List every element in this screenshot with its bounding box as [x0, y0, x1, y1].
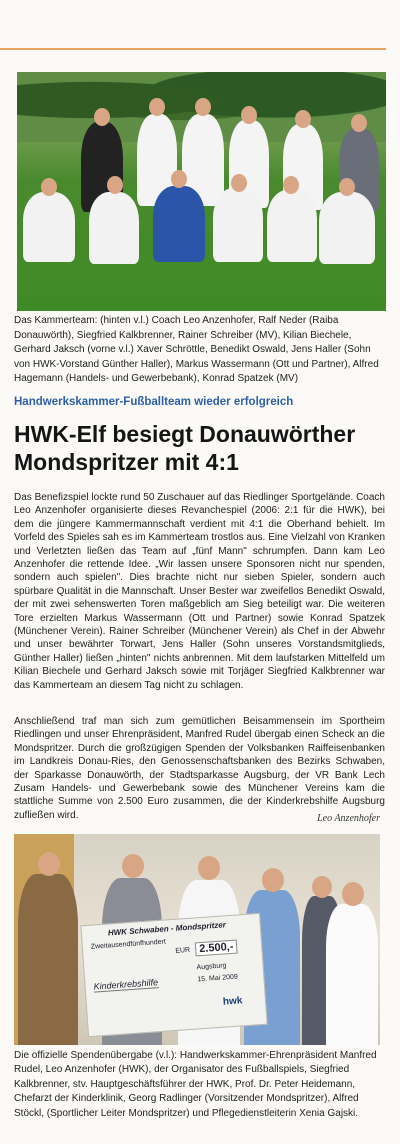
player-figure	[153, 186, 205, 262]
player-head	[339, 178, 355, 196]
hwk-logo: hwk	[222, 995, 243, 1008]
player-head	[149, 98, 165, 116]
person-head	[198, 856, 220, 880]
cheque-recipient: Kinderkrebshilfe	[93, 977, 159, 992]
player-head	[295, 110, 311, 128]
team-photo	[17, 72, 386, 311]
article-headline: HWK-Elf besiegt Donauwörther Mondspritzer mit 4:1	[14, 421, 356, 475]
player-figure	[267, 190, 317, 262]
person-figure	[18, 874, 78, 1045]
cheque-amount-words: Zweitausendfünfhundert	[90, 938, 167, 951]
article-kicker: Handwerkskammer-Fußballteam wieder erfolgreich	[14, 396, 294, 408]
player-head	[107, 176, 123, 194]
cheque-photo-caption: Die offizielle Spendenübergabe (v.l.): Handwerkskammer-Ehrenpräsident Manfred Rudel, Leo Anzenhofer (HWK), der Organisator des Fußballspiels, Siegfried Kalkbrenner, stv. Hauptgeschäftsführer der HWK, Prof. Dr. Peter Heidemann, Chefarzt der Kinderklinik, Georg Radlinger (Vorsitzender Mondspritzer), Alfred Stöckl, (Sportlicher Leiter Mondspritzer) und Pflegedienstleiterin Xenia Gajski.	[14, 1050, 377, 1119]
cheque-title: HWK Schwaben - Mondspritzer	[107, 920, 227, 938]
player-figure	[23, 192, 75, 262]
cheque-place: Augsburg	[196, 962, 227, 972]
player-figure	[213, 188, 263, 262]
person-head	[312, 876, 332, 898]
article-body-paragraph: Das Benefizspiel lockte rund 50 Zuschauer auf das Riedlinger Sportgelände. Coach Leo Anzenhofer organisierte dieses Revanchespiel (2006: 2:1 für die HWK), bei dem die jüngere Kammermannschaft verdient mit 4:1 die Oberhand behielt. Im Vorfeld des Spieles sah es im Kammerteam trostlos aus. Eine Vielzahl von Kranken und Verletzten ließen das Team auf „fünf Mann" schrumpfen. Dann kam Leo Anzenhofer die rettende Idee. „Wir lassen unsere Sponsoren nicht nur spenden, sondern auch spielen". Dies brachte nicht nur sieben Spieler, sondern auch spürbare Qualität in die Mannschaft. Unser Bester war zweifellos Benedikt Oswald, der mit zwei sehenswerten Toren maßgeblich am Sieg beteiligt war. Die weiteren Tore erzielten Markus Wassermann (Ott und Partner) sowie Konrad Spatzek (Münchener Verein). Rainer Schreiber (Münchener Verein) als Chef in der Abwehr und unser bewährter Torwart, Jens Haller (Sohn unseres Vorstandsmitglieds, Günther Haller) ließen „hinten" nichts anbrennen. Mit dem laufstarken Mittelfeld um Kilian Biechele und Gerhard Jaksch sowie mit Torjäger Siegfried Kalkbrenner war das Kammerteam an diesem Tag nicht zu schlagen.	[14, 492, 385, 691]
person-head	[122, 854, 144, 878]
person-head	[38, 852, 60, 876]
donation-cheque	[80, 913, 267, 1037]
player-head	[41, 178, 57, 196]
player-head	[351, 114, 367, 132]
player-head	[195, 98, 211, 116]
player-head	[231, 174, 247, 192]
player-head	[283, 176, 299, 194]
person-figure	[326, 904, 378, 1045]
cheque-amount: 2.500,-	[195, 940, 238, 957]
player-head	[171, 170, 187, 188]
cheque-handover-photo	[14, 834, 380, 1045]
article-body-paragraph: Anschließend traf man sich zum gemütlichen Beisammensein im Sportheim Riedlingen und unser Ehrenpräsident, Manfred Rudel übergab einen Scheck an die Mondspritzer. Durch die großzügigen Spenden der Volksbanken Raiffeisenbanken im Landkreis Donau-Ries, den Genossenschaftsbanken des Bezirks Schwaben, der Sparkasse Donauwörth, der Stadtsparkasse Augsburg, der VR Bank Lech Zusam Handels- und Gewerbebank sowie des Münchener Vereins kam die stattliche Summe von 2.500 Euro zusammen, die der Kinderkrebshilfe Augsburg zufließen wird.	[14, 716, 385, 821]
person-head	[262, 868, 284, 892]
cheque-date: 15. Mai 2009	[197, 973, 239, 984]
top-divider-rule	[0, 48, 386, 50]
player-head	[94, 108, 110, 126]
article-author: Leo Anzenhofer	[317, 813, 380, 824]
team-photo-caption: Das Kammerteam: (hinten v.l.) Coach Leo Anzenhofer, Ralf Neder (Raiba Donauwörth), Siegfried Kalkbrenner, Rainer Schreiber (MV), Kilian Biechele, Gerhard Jaksch (vorne v.l.) Xaver Schröttle, Benedikt Oswald, Jens Haller (Sohn von HWK-Vorstand Günther Haller), Markus Wassermann (Ott und Partner), Alfred Hagemann (Handels- und Gewerbebank), Konrad Spatzek (MV)	[14, 315, 379, 385]
player-figure	[89, 192, 139, 264]
player-figure	[319, 192, 375, 264]
player-head	[241, 106, 257, 124]
cheque-currency: EUR	[175, 946, 191, 955]
person-head	[342, 882, 364, 906]
